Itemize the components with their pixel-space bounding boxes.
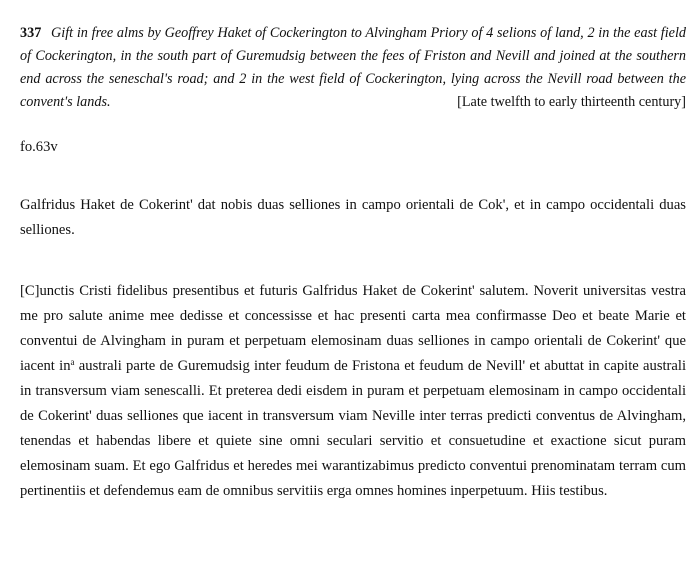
charter-summary: Galfridus Haket de Cokerint' dat nobis duas selliones in campo orientali de Cok', et in campo occidentali duas selliones. — [20, 197, 686, 238]
footnote-marker: a — [70, 357, 75, 367]
charter-date: [Late twelfth to early thirteenth century] — [457, 94, 686, 110]
charter-text — [20, 279, 686, 504]
charter-number: 337 — [20, 25, 42, 41]
charter-heading — [20, 22, 686, 114]
charter-text-part-2: australi parte de Guremudsig inter feudum de Fristona et feudum de Nevill' et abuttat in capite australi in transversum viam senescalli. Et preterea dedi eisdem in puram et perpetuam elemosinam in campo occidentali de Cokerint' duas selliones que iacent in transversum viam Neville inter terras predicti conventus de Alvingham, tenendas et habendas libere et quiete sine omni seculari servitio et consuetudine et exactione sicut puram elemosinam suam. Et ego Galfridus et heredes mei warantizabimus predicto conventui prenominatam terram cum pertinentiis et defendemus eam de omnibus servitiis erga omnes homines inperpetuum. Hiis testibus. — [20, 358, 686, 499]
folio-reference: fo.63v — [20, 139, 58, 155]
charter-title: Gift in free alms by Geoffrey Haket of Cockerington to Alvingham Priory of 4 selions of land, 2 in the east field of Cockerington, in the south part of Guremudsig between the fees of Friston and Nevill and joined at the southern end across the seneschal's road; and 2 in the west field of Cockerington, lying across the Nevill road between the convent's lands. — [20, 25, 686, 110]
charter-text-part-1: [C]unctis Cristi fidelibus presentibus et futuris Galfridus Haket de Cokerint' salutem. Noverit universitas vestra me pro salute anime mee dedisse et concessisse et hac presenti carta mea confirmasse Deo et beate Marie et conventui de Alvingham in puram et perpetuam elemosinam duas selliones in campo orientali de Cokerint' que iacent in — [20, 283, 686, 374]
